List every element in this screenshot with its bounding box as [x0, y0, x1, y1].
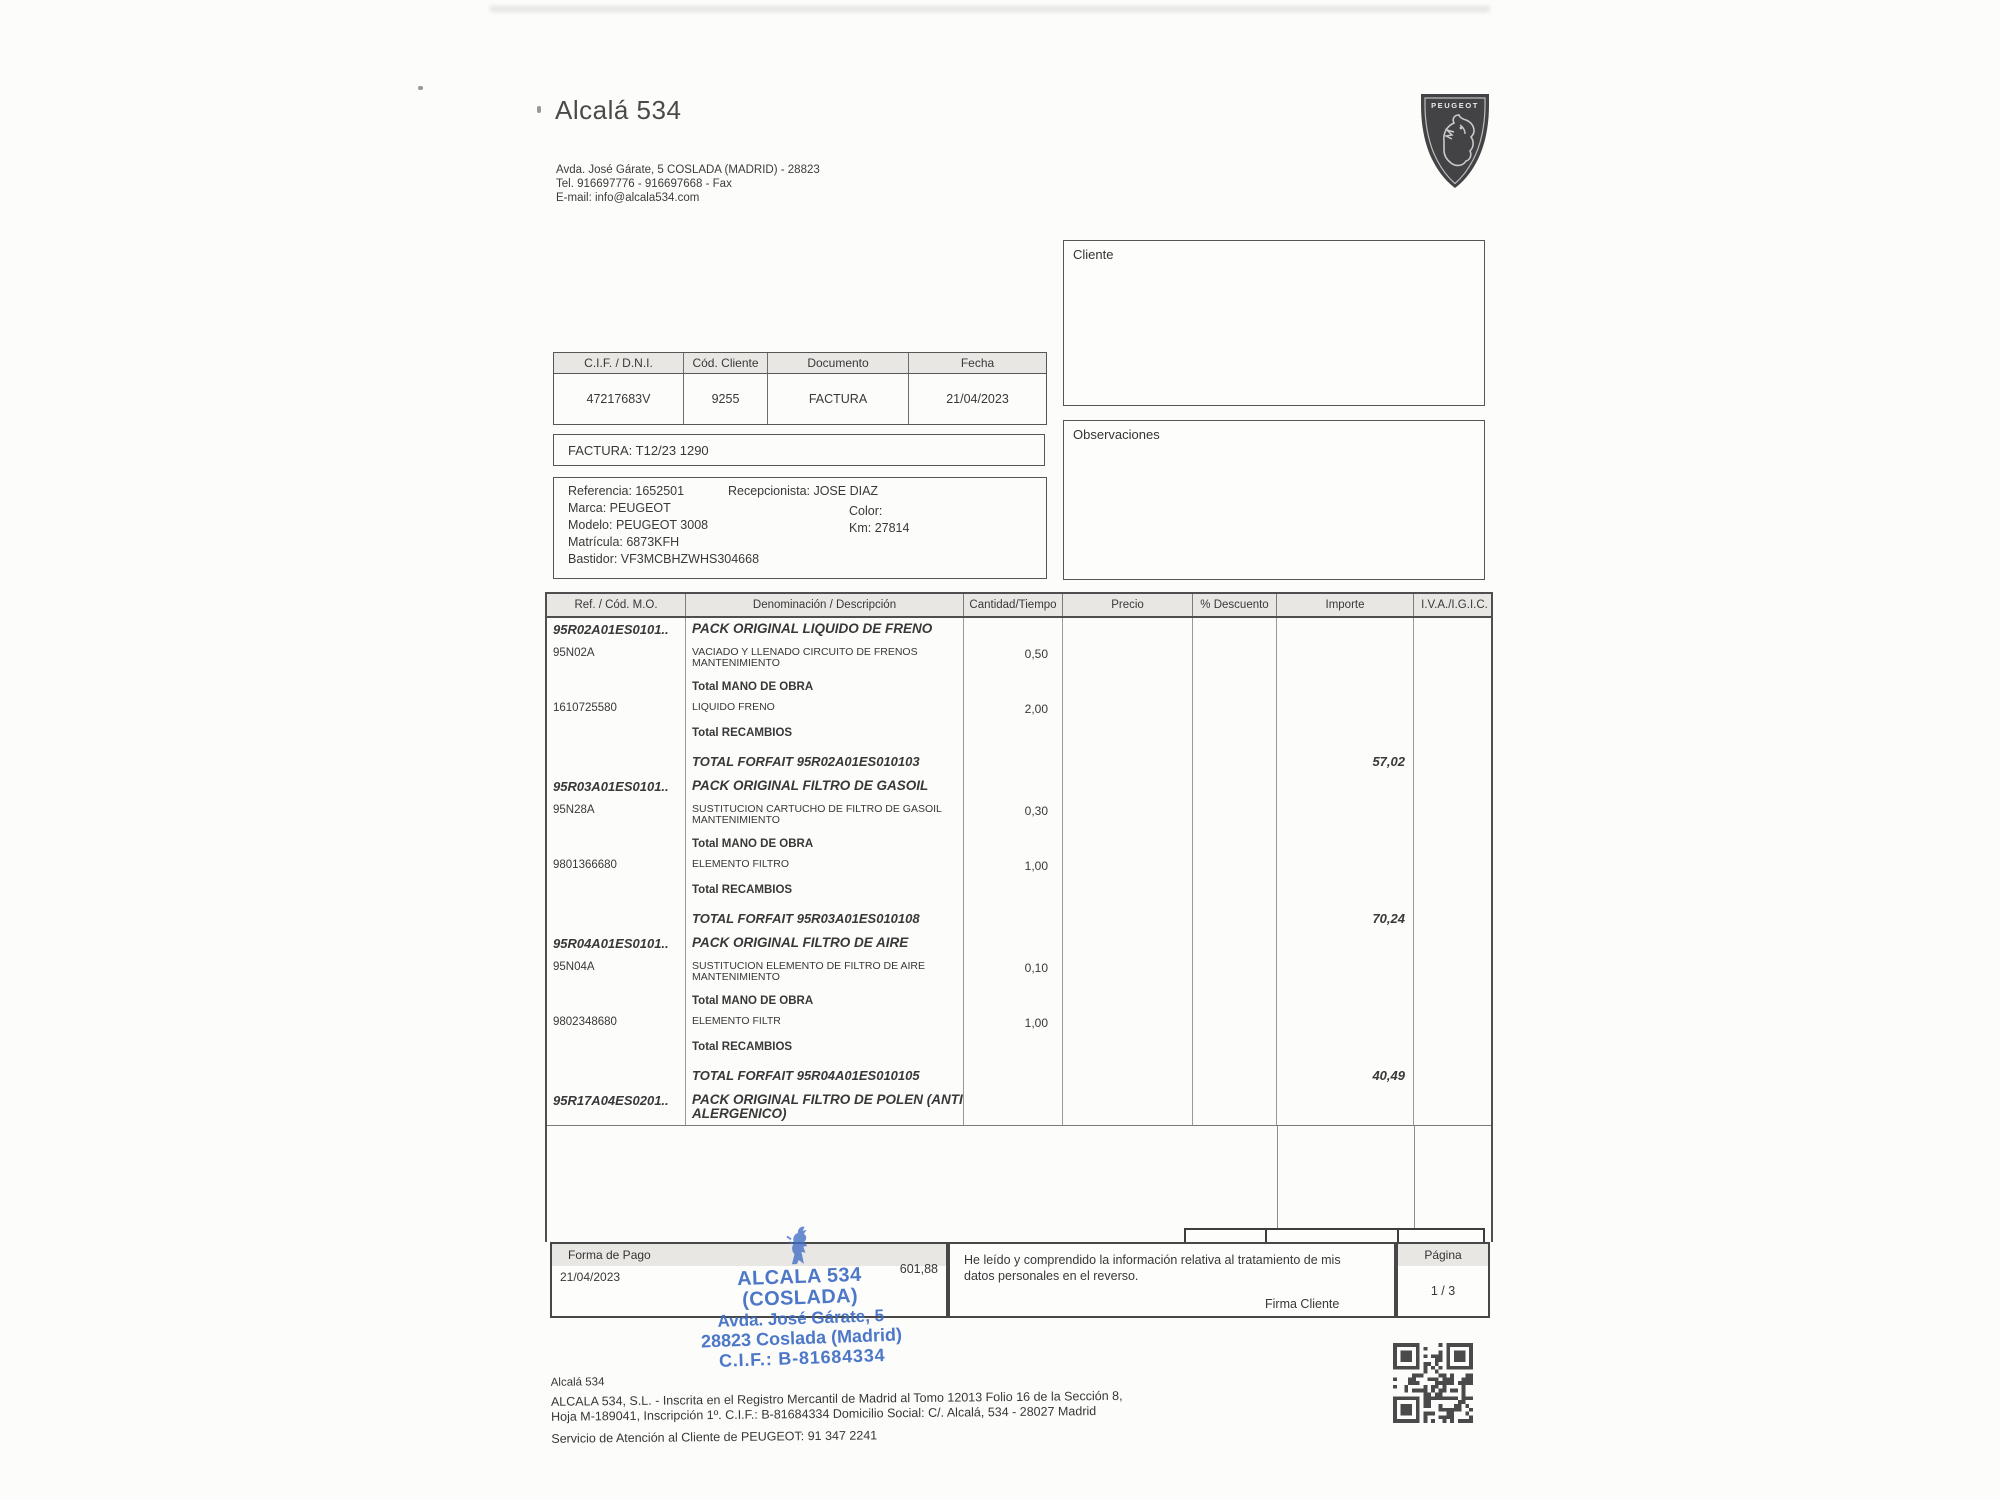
table-row	[547, 932, 1491, 958]
scan-speck	[537, 106, 541, 113]
cell-cantidad	[964, 677, 1063, 699]
cell-precio	[1063, 723, 1193, 745]
cell-precio	[1063, 745, 1193, 775]
cell-ref: 95R04A01ES0101..	[547, 932, 686, 958]
cell-descuento	[1193, 745, 1277, 775]
cell-importe	[1277, 991, 1414, 1013]
cell-descuento	[1193, 932, 1277, 958]
cell-iva	[1414, 745, 1495, 775]
cell-importe	[1277, 880, 1414, 902]
line-items-table	[545, 592, 1493, 1242]
cell-iva	[1414, 1037, 1495, 1059]
cell-precio	[1063, 1037, 1193, 1059]
pagina-label: Página	[1398, 1244, 1488, 1266]
footer-registry-line: Hoja M-189041, Inscripción 1º. C.I.F.: B-81684334 Domicilio Social: C/. Alcalá, 534 - 28027 Madrid	[551, 1404, 1097, 1424]
footer-service-line: Servicio de Atención al Cliente de PEUGEOT: 91 347 2241	[551, 1428, 878, 1446]
cell-importe	[1277, 1013, 1414, 1037]
cell-precio	[1063, 880, 1193, 902]
cell-iva	[1414, 1013, 1495, 1037]
cell-precio	[1063, 618, 1193, 644]
cell-iva	[1414, 677, 1495, 699]
cell-cantidad: 0,30	[964, 801, 1063, 834]
cell-precio	[1063, 1059, 1193, 1089]
cell-ref: 95N02A	[547, 644, 686, 677]
cell-cantidad	[964, 1037, 1063, 1059]
cell-descuento	[1193, 958, 1277, 991]
cell-precio	[1063, 991, 1193, 1013]
cell-descuento	[1193, 902, 1277, 932]
col-header-importe: Importe	[1277, 594, 1414, 616]
firma-cliente-label: Firma Cliente	[1265, 1297, 1340, 1311]
payment-date: 21/04/2023	[560, 1270, 621, 1284]
doc-info-header: Documento	[768, 353, 909, 374]
cell-importe	[1277, 699, 1414, 723]
cell-descripcion: LIQUIDO FRENO	[686, 699, 964, 723]
cliente-label: Cliente	[1073, 247, 1114, 262]
cell-iva	[1414, 834, 1495, 856]
dealer-address	[556, 163, 820, 205]
vehicle-modelo: Modelo: PEUGEOT 3008	[568, 518, 709, 532]
cell-cantidad	[964, 618, 1063, 644]
cell-descuento	[1193, 834, 1277, 856]
cell-cantidad	[964, 880, 1063, 902]
vehicle-marca: Marca: PEUGEOT	[568, 501, 671, 515]
observaciones-label: Observaciones	[1073, 427, 1160, 442]
cell-iva	[1414, 958, 1495, 991]
footer-registry-line: ALCALA 534, S.L. - Inscrita en el Registro Mercantil de Madrid al Tomo 12013 Folio 16 de la Sección 8,	[550, 1388, 1123, 1409]
table-row	[547, 618, 1491, 644]
cell-cantidad: 0,10	[964, 958, 1063, 991]
cif-dni-value: 47217683V	[554, 374, 684, 424]
cell-ref	[547, 902, 686, 932]
svg-text:PEUGEOT: PEUGEOT	[1431, 101, 1479, 110]
cell-descuento	[1193, 723, 1277, 745]
cell-descripcion: Total MANO DE OBRA	[686, 991, 964, 1013]
table-row	[547, 991, 1491, 1013]
stamp-line: C.I.F.: B-81684334	[718, 1345, 886, 1371]
cell-importe	[1277, 775, 1414, 801]
table-row	[547, 699, 1491, 723]
cell-iva	[1414, 991, 1495, 1013]
cell-importe	[1277, 856, 1414, 880]
table-row	[547, 801, 1491, 834]
table-row	[547, 902, 1491, 932]
vehicle-recepcionista: Recepcionista: JOSE DIAZ	[728, 484, 879, 498]
cell-descuento	[1193, 991, 1277, 1013]
cell-cantidad	[964, 775, 1063, 801]
col-header-denominacion: Denominación / Descripción	[686, 594, 964, 616]
cell-iva	[1414, 932, 1495, 958]
qr-code	[1393, 1343, 1473, 1423]
vehicle-color: Color:	[849, 504, 883, 518]
cell-iva	[1414, 1059, 1495, 1089]
cell-importe: 40,49	[1277, 1059, 1414, 1089]
stamp-line: Avda. José Gárate, 5	[717, 1306, 885, 1331]
cell-cantidad	[964, 723, 1063, 745]
cell-importe: 70,24	[1277, 902, 1414, 932]
cell-descuento	[1193, 677, 1277, 699]
address-line: E-mail: info@alcala534.com	[556, 192, 700, 204]
cell-ref: 95R02A01ES0101..	[547, 618, 686, 644]
cell-cantidad	[964, 834, 1063, 856]
cell-descuento	[1193, 1089, 1277, 1125]
table-row	[547, 775, 1491, 801]
cell-ref	[547, 991, 686, 1013]
cell-descripcion: TOTAL FORFAIT 95R04A01ES010105	[686, 1059, 964, 1089]
cell-descripcion: VACIADO Y LLENADO CIRCUITO DE FRENOS MANTENIMIENTO	[686, 644, 964, 677]
table-row	[547, 1089, 1491, 1125]
table-row	[547, 1037, 1491, 1059]
cell-iva	[1414, 902, 1495, 932]
cell-ref: 95N28A	[547, 801, 686, 834]
doc-info-header: C.I.F. / D.N.I.	[554, 353, 684, 374]
cell-descuento	[1193, 618, 1277, 644]
table-row	[547, 1059, 1491, 1089]
cell-iva	[1414, 1089, 1495, 1125]
cell-descuento	[1193, 801, 1277, 834]
cell-descripcion: TOTAL FORFAIT 95R03A01ES010108	[686, 902, 964, 932]
cell-cantidad: 2,00	[964, 699, 1063, 723]
factura-reference: FACTURA: T12/23 1290	[568, 442, 709, 458]
doc-info-table	[553, 352, 1047, 425]
vehicle-info-box	[553, 477, 1047, 579]
cell-descuento	[1193, 644, 1277, 677]
cell-importe	[1277, 677, 1414, 699]
cell-descripcion: PACK ORIGINAL FILTRO DE AIRE	[686, 932, 964, 958]
page-number-box	[1396, 1242, 1490, 1318]
table-row	[547, 644, 1491, 677]
cell-precio	[1063, 958, 1193, 991]
table-row	[547, 745, 1491, 775]
address-line: Avda. José Gárate, 5 COSLADA (MADRID) - 28823	[556, 164, 820, 176]
vehicle-km: Km: 27814	[849, 521, 910, 535]
cell-precio	[1063, 801, 1193, 834]
dealer-name: Alcalá 534	[555, 95, 682, 125]
line-items-header-row	[547, 594, 1491, 618]
cell-descuento	[1193, 1037, 1277, 1059]
cell-cantidad	[964, 745, 1063, 775]
cell-precio	[1063, 932, 1193, 958]
cell-ref: 95N04A	[547, 958, 686, 991]
cell-precio	[1063, 699, 1193, 723]
cell-descuento	[1193, 699, 1277, 723]
doc-info-header: Fecha	[909, 353, 1046, 374]
cell-precio	[1063, 902, 1193, 932]
cell-ref: 95R17A04ES0201..	[547, 1089, 686, 1125]
table-row	[547, 1013, 1491, 1037]
cell-ref	[547, 834, 686, 856]
cliente-box	[1063, 240, 1485, 406]
vehicle-referencia: Referencia: 1652501	[568, 484, 685, 498]
peugeot-shield-lion-icon	[1416, 92, 1494, 190]
cell-ref	[547, 1037, 686, 1059]
cell-cantidad	[964, 1059, 1063, 1089]
col-header-precio: Precio	[1063, 594, 1193, 616]
cell-descuento	[1193, 1013, 1277, 1037]
cell-precio	[1063, 834, 1193, 856]
cell-ref	[547, 1059, 686, 1089]
doc-info-value-row	[554, 374, 1046, 424]
forma-de-pago-label: Forma de Pago	[552, 1244, 946, 1266]
signature-box	[948, 1242, 1396, 1318]
table-row	[547, 856, 1491, 880]
cell-precio	[1063, 677, 1193, 699]
cell-descripcion: PACK ORIGINAL FILTRO DE POLEN (ANTI ALERGENICO)	[686, 1089, 964, 1125]
cell-importe	[1277, 644, 1414, 677]
col-header-descuento: % Descuento	[1193, 594, 1277, 616]
documento-value: FACTURA	[768, 374, 909, 424]
table-row	[547, 677, 1491, 699]
cell-descuento	[1193, 1059, 1277, 1089]
cell-descripcion: ELEMENTO FILTRO	[686, 856, 964, 880]
cell-importe: 57,02	[1277, 745, 1414, 775]
cell-iva	[1414, 699, 1495, 723]
table-row	[547, 958, 1491, 991]
cell-descripcion: SUSTITUCION ELEMENTO DE FILTRO DE AIRE MANTENIMIENTO	[686, 958, 964, 991]
cell-descripcion: Total MANO DE OBRA	[686, 677, 964, 699]
legal-footer	[551, 1367, 1472, 1446]
stamp-line: 28823 Coslada (Madrid)	[700, 1324, 903, 1352]
cell-iva	[1414, 644, 1495, 677]
cell-importe	[1277, 618, 1414, 644]
cell-descripcion: SUSTITUCION CARTUCHO DE FILTRO DE GASOIL MANTENIMIENTO	[686, 801, 964, 834]
cell-descuento	[1193, 856, 1277, 880]
cell-precio	[1063, 775, 1193, 801]
col-header-ref: Ref. / Cód. M.O.	[547, 594, 686, 616]
cod-cliente-value: 9255	[684, 374, 768, 424]
scan-smudge	[490, 6, 1490, 12]
cell-precio	[1063, 1089, 1193, 1125]
cell-ref	[547, 723, 686, 745]
cell-cantidad	[964, 932, 1063, 958]
cell-descripcion: PACK ORIGINAL LIQUIDO DE FRENO	[686, 618, 964, 644]
footer-company: Alcalá 534	[550, 1376, 605, 1389]
cell-precio	[1063, 1013, 1193, 1037]
observaciones-box	[1063, 420, 1485, 580]
cell-ref: 9801366680	[547, 856, 686, 880]
address-line: Tel. 916697776 - 916697668 - Fax	[556, 178, 732, 190]
cell-descripcion: ELEMENTO FILTR	[686, 1013, 964, 1037]
cell-cantidad: 1,00	[964, 1013, 1063, 1037]
fecha-value: 21/04/2023	[946, 392, 1009, 406]
cell-cantidad	[964, 902, 1063, 932]
dealer-stamp	[686, 1218, 915, 1373]
cell-cantidad: 0,50	[964, 644, 1063, 677]
table-row	[547, 723, 1491, 745]
cell-descuento	[1193, 880, 1277, 902]
cell-ref	[547, 677, 686, 699]
peugeot-lion-rampant-icon	[780, 1221, 816, 1266]
cell-descripcion: Total MANO DE OBRA	[686, 834, 964, 856]
vehicle-bastidor: Bastidor: VF3MCBHZWHS304668	[568, 552, 760, 566]
vehicle-matricula: Matrícula: 6873KFH	[568, 535, 680, 549]
cell-descripcion: Total RECAMBIOS	[686, 723, 964, 745]
cell-importe	[1277, 1037, 1414, 1059]
cell-importe	[1277, 932, 1414, 958]
col-header-cantidad: Cantidad/Tiempo	[964, 594, 1063, 616]
cell-precio	[1063, 856, 1193, 880]
cell-iva	[1414, 618, 1495, 644]
cell-descuento	[1193, 775, 1277, 801]
cell-iva	[1414, 856, 1495, 880]
cell-cantidad	[964, 991, 1063, 1013]
data-protection-notice: He leído y comprendido la información relativa al tratamiento de mis datos personales en el reverso.	[964, 1253, 1341, 1283]
cell-importe	[1277, 1089, 1414, 1125]
cell-ref	[547, 745, 686, 775]
scan-speck	[418, 86, 423, 90]
invoice-total-amount: 601,88	[899, 1262, 938, 1276]
cell-iva	[1414, 775, 1495, 801]
cell-precio	[1063, 644, 1193, 677]
factura-reference-bar	[553, 434, 1045, 466]
table-row	[547, 880, 1491, 902]
cell-iva	[1414, 723, 1495, 745]
cell-importe	[1277, 801, 1414, 834]
cell-descripcion: TOTAL FORFAIT 95R02A01ES010103	[686, 745, 964, 775]
cell-iva	[1414, 801, 1495, 834]
stamp-line: ALCALA 534 (COSLADA)	[736, 1263, 862, 1312]
cell-descripcion: Total RECAMBIOS	[686, 880, 964, 902]
line-items-body	[547, 618, 1491, 1126]
cell-cantidad	[964, 1089, 1063, 1125]
cell-importe	[1277, 834, 1414, 856]
cell-ref	[547, 880, 686, 902]
cell-descripcion: Total RECAMBIOS	[686, 1037, 964, 1059]
doc-info-header: Cód. Cliente	[684, 353, 768, 374]
cell-ref: 9802348680	[547, 1013, 686, 1037]
cell-descripcion: PACK ORIGINAL FILTRO DE GASOIL	[686, 775, 964, 801]
col-header-iva: I.V.A./I.G.I.C.	[1421, 599, 1488, 611]
cell-cantidad: 1,00	[964, 856, 1063, 880]
table-row	[547, 834, 1491, 856]
cell-importe	[1277, 723, 1414, 745]
cell-importe	[1277, 958, 1414, 991]
cell-iva	[1414, 880, 1495, 902]
cell-ref: 1610725580	[547, 699, 686, 723]
page-number: 1 / 3	[1430, 1284, 1456, 1298]
doc-info-header-row	[554, 353, 1046, 374]
cell-ref: 95R03A01ES0101..	[547, 775, 686, 801]
